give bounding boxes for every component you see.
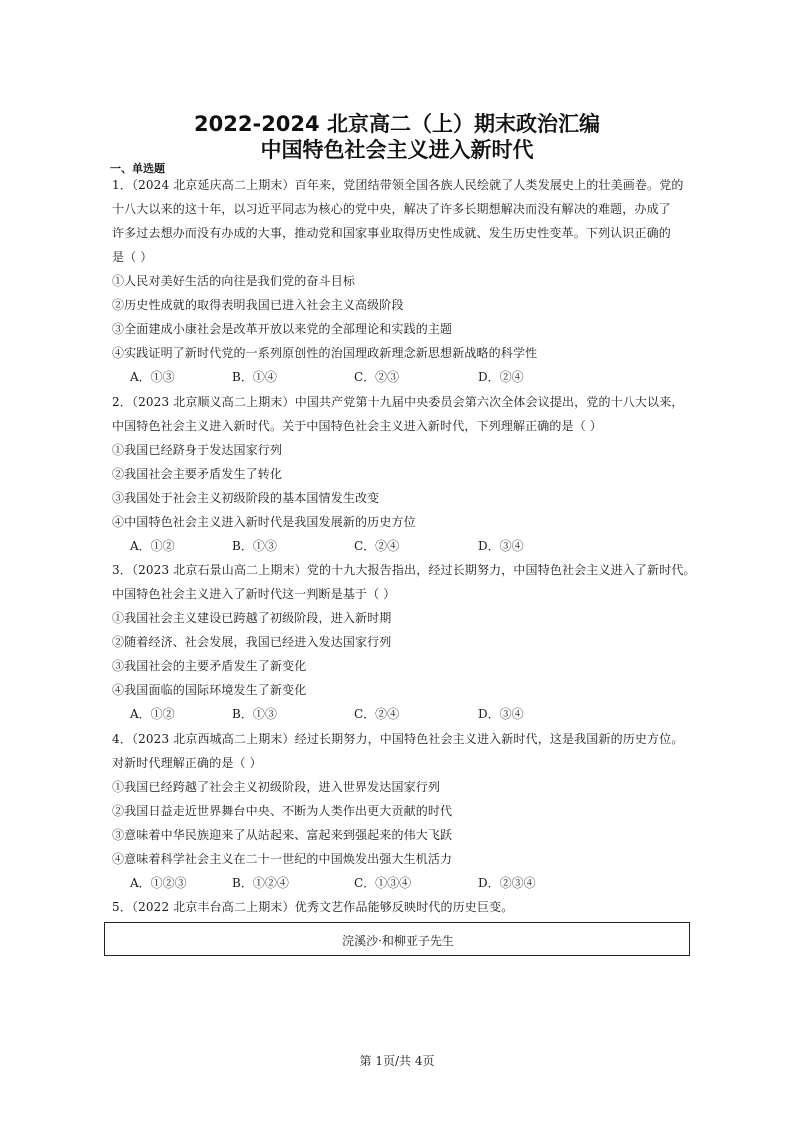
question-3-statement: ②随着经济、社会发展，我国已经进入发达国家行列: [112, 635, 392, 649]
question-1-line: 十八大以来的这十年，以习近平同志为核心的党中央，解决了许多长期想解决而没有解决的难题，办成了: [112, 202, 671, 216]
question-4-line: 4．（2023 北京西城高二上期末）经过长期努力，中国特色社会主义进入新时代，这是我国新的历史方位。: [112, 732, 684, 746]
poem-title: 浣溪沙·和柳亚子先生: [342, 934, 454, 948]
question-4-option-b: B．①②④: [232, 876, 289, 890]
question-2-statement: ②我国社会主要矛盾发生了转化: [112, 467, 283, 481]
question-3-line: 3．（2023 北京石景山高二上期末）党的十九大报告指出，经过长期努力，中国特色社会主义进入了新时代。: [112, 563, 696, 577]
question-4-option-c: C．①③④: [354, 876, 412, 890]
question-4-option-a: A．①②③: [130, 876, 187, 890]
question-2-option-c: C．②④: [354, 539, 400, 553]
question-1-line: 是（ ）: [112, 250, 153, 264]
document-title: 2022-2024 北京高二（上）期末政治汇编: [194, 112, 600, 136]
question-1-option-a: A．①③: [130, 370, 175, 384]
question-4-line: 对新时代理解正确的是（ ）: [112, 756, 262, 770]
question-3-option-a: A．①②: [130, 707, 175, 721]
question-4-statement: ①我国已经跨越了社会主义初级阶段，进入世界发达国家行列: [112, 780, 441, 794]
document-subtitle: 中国特色社会主义进入新时代: [260, 138, 534, 162]
question-3-option-d: D．③④: [478, 707, 524, 721]
question-3-statement: ③我国社会的主要矛盾发生了新变化: [112, 659, 307, 673]
question-4-statement: ③意味着中华民族迎来了从站起来、富起来到强起来的伟大飞跃: [112, 828, 453, 842]
question-2-option-d: D．③④: [478, 539, 524, 553]
question-3-statement: ④我国面临的国际环境发生了新变化: [112, 683, 307, 697]
question-3-option-b: B．①③: [232, 707, 277, 721]
question-1-option-d: D．②④: [478, 370, 524, 384]
question-3-line: 中国特色社会主义进入了新时代这一判断是基于（ ）: [112, 587, 396, 601]
question-2-option-b: B．①③: [232, 539, 277, 553]
question-1-option-c: C．②③: [354, 370, 400, 384]
question-2-statement: ③我国处于社会主义初级阶段的基本国情发生改变: [112, 491, 380, 505]
question-2-statement: ④中国特色社会主义进入新时代是我国发展新的历史方位: [112, 515, 416, 529]
question-4-statement: ④意味着科学社会主义在二十一世纪的中国焕发出强大生机活力: [112, 852, 453, 866]
question-1-line: 许多过去想办而没有办成的大事，推动党和国家事业取得历史性成就、发生历史性变革。下列认识正确的: [112, 226, 671, 240]
question-4-statement: ②我国日益走近世界舞台中央、不断为人类作出更大贡献的时代: [112, 804, 453, 818]
page-number: 第 1页/共 4页: [359, 1054, 435, 1068]
question-1-statement: ①人民对美好生活的向往是我们党的奋斗目标: [112, 274, 356, 288]
question-1-statement: ③全面建成小康社会是改革开放以来党的全部理论和实践的主题: [112, 322, 453, 336]
question-1-line: 1．（2024 北京延庆高二上期末）百年来，党团结带领全国各族人民绘就了人类发展史上的壮美画卷。党的: [112, 178, 684, 192]
section-heading: 一、单选题: [110, 162, 165, 175]
question-1-statement: ④实践证明了新时代党的一系列原创性的治国理政新理念新思想新战略的科学性: [112, 346, 538, 360]
question-1-statement: ②历史性成就的取得表明我国已进入社会主义高级阶段: [112, 298, 404, 312]
question-2-option-a: A．①②: [130, 539, 175, 553]
question-3-option-c: C．②④: [354, 707, 400, 721]
question-5-line: 5．（2022 北京丰台高二上期末）优秀文艺作品能够反映时代的历史巨变。: [112, 900, 514, 914]
question-2-line: 2．（2023 北京顺义高二上期末）中国共产党第十九届中央委员会第六次全体会议提出，党的十八大以来，: [112, 395, 684, 409]
question-2-statement: ①我国已经跻身于发达国家行列: [112, 443, 283, 457]
question-1-option-b: B．①④: [232, 370, 277, 384]
poem-box: [104, 922, 690, 956]
question-2-line: 中国特色社会主义进入新时代。关于中国特色社会主义进入新时代，下列理解正确的是（ ）: [112, 419, 602, 433]
question-3-statement: ①我国社会主义建设已跨越了初级阶段，进入新时期: [112, 611, 392, 625]
question-4-option-d: D．②③④: [478, 876, 536, 890]
